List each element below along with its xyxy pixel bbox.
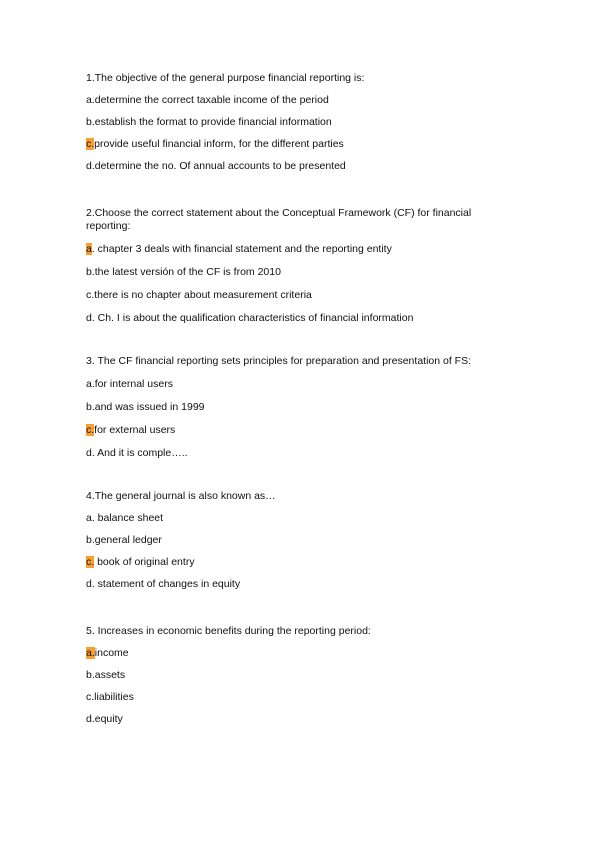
option-text: b.the latest versión of the CF is from 2010 [86,266,281,278]
option-c [86,289,516,302]
question-text: 3. The CF financial reporting sets principles for preparation and presentation of FS: [86,355,472,367]
option-text: provide useful financial inform, for the different parties [94,138,344,150]
option-a [86,512,516,525]
option-text: d.equity [86,713,123,725]
option-c [86,424,516,437]
option-d [86,578,516,591]
option-c [86,691,516,704]
question-text: 5. Increases in economic benefits during the reporting period: [86,625,371,637]
option-text: d. Ch. I is about the qualification characteristics of financial information [86,312,414,324]
question-text: 4.The general journal is also known as… [86,490,276,502]
option-text: b.and was issued in 1999 [86,401,205,413]
option-text: for external users [94,424,176,436]
option-b [86,401,516,414]
answer-highlight: c. [86,556,95,568]
option-text: d. And it is comple….. [86,447,188,459]
option-d [86,160,516,173]
option-d [86,447,516,460]
option-text: income [94,647,129,659]
option-text: book of original entry [94,556,195,568]
answer-highlight: c. [86,138,95,150]
question-5 [86,625,516,726]
option-text: d. statement of changes in equity [86,578,241,590]
question-3 [86,355,516,460]
option-text: a.for internal users [86,378,173,390]
option-a [86,378,516,391]
option-text: . chapter 3 deals with financial statement and the reporting entity [91,243,392,255]
option-b [86,116,516,129]
answer-highlight: a [86,243,92,255]
option-b [86,266,516,279]
option-text: a.determine the correct taxable income of the period [86,94,329,106]
option-a [86,647,516,660]
option-a [86,94,516,107]
option-b [86,669,516,682]
question-2 [86,207,516,325]
option-d [86,713,516,726]
option-a [86,243,516,256]
question-text: 1.The objective of the general purpose financial reporting is: [86,72,365,84]
question-text: 2.Choose the correct statement about the Conceptual Framework (CF) for financial reporting: [86,207,472,232]
question-1 [86,72,516,173]
option-text: c.liabilities [86,691,134,703]
option-c [86,556,516,569]
answer-highlight: c. [86,424,95,436]
option-c [86,138,516,151]
option-text: b.establish the format to provide financial information [86,116,332,128]
option-b [86,534,516,547]
question-4 [86,490,516,591]
option-text: c.there is no chapter about measurement criteria [86,289,312,301]
option-text: b.assets [86,669,126,681]
answer-highlight: a. [86,647,95,659]
option-text: b.general ledger [86,534,162,546]
option-text: a. balance sheet [86,512,164,524]
option-d [86,312,516,325]
option-text: d.determine the no. Of annual accounts to be presented [86,160,346,172]
